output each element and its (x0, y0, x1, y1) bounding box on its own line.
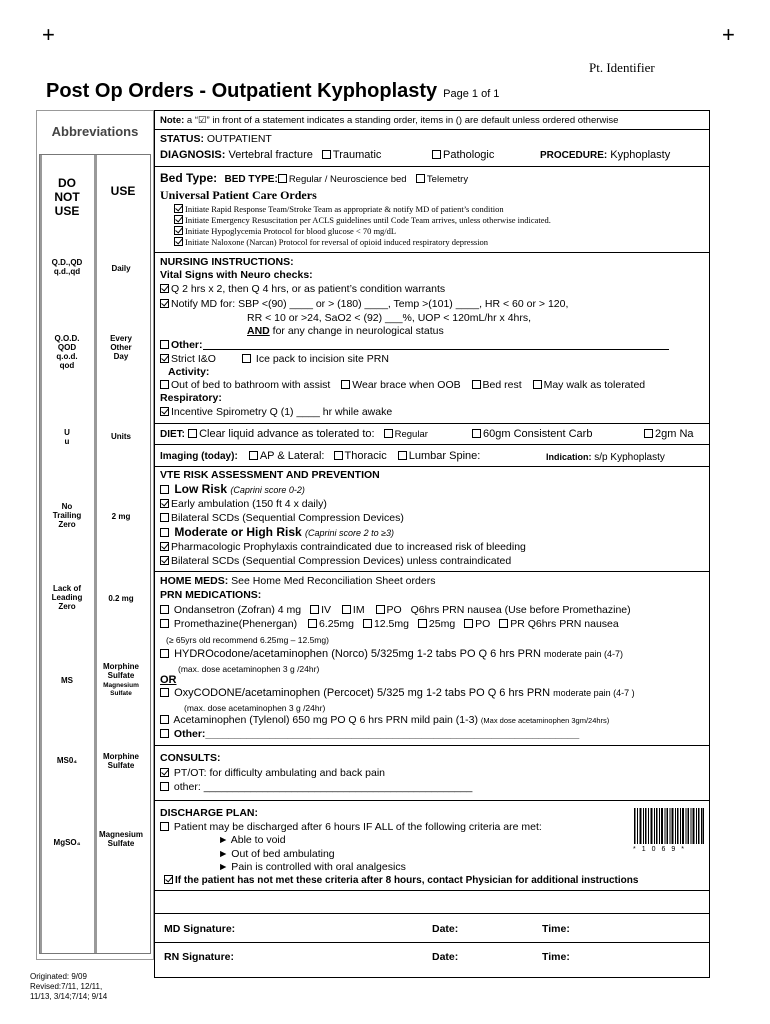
ice-pack: Ice pack to incision site PRN (242, 353, 389, 366)
respiratory-label: Respiratory: (160, 392, 222, 404)
abbr-good: Magnesium Sulfate (98, 830, 143, 848)
crop-mark: + (722, 22, 735, 47)
moderate-risk-checkbox[interactable] (160, 528, 169, 537)
pt-ot-checkbox[interactable] (160, 768, 169, 777)
diagnosis-line: DIAGNOSIS: Vertebral fracture Traumatic (160, 149, 382, 161)
do-not-use-header: DO NOT USE (54, 176, 80, 218)
oxycodone-checkbox[interactable] (160, 688, 169, 697)
abbr-good: Every Other Day (110, 334, 132, 361)
vte-title: VTE RISK ASSESSMENT AND PREVENTION (160, 469, 380, 481)
traumatic-checkbox[interactable] (322, 150, 331, 159)
criteria-pain: ► Pain is controlled with oral analgesics (218, 861, 406, 873)
prom-125-checkbox[interactable] (363, 619, 372, 628)
hydrocodone-checkbox[interactable] (160, 649, 169, 658)
barcode-icon (634, 808, 704, 844)
telemetry-checkbox[interactable] (416, 174, 425, 183)
vte-early: Early ambulation (150 ft 4 x daily) (160, 498, 327, 511)
crop-mark: + (42, 22, 55, 47)
abbr-good: Units (111, 432, 131, 441)
ap-lateral-checkbox[interactable] (249, 451, 258, 460)
incentive-checkbox[interactable] (160, 407, 169, 416)
oob-checkbox[interactable] (160, 380, 169, 389)
rn-date-label: Date: (432, 951, 459, 963)
abbr-bad: Lack of Leading Zero (51, 584, 83, 611)
consults-title: CONSULTS: (160, 752, 221, 764)
thoracic-checkbox[interactable] (334, 451, 343, 460)
abbr-good: Daily (111, 264, 131, 273)
abbreviations-title: Abbreviations (51, 124, 139, 139)
md-signature-label: MD Signature: (164, 923, 236, 935)
upco-item: Initiate Naloxone (Narcan) Protocol for reversal of opioid induced respiratory depression (174, 236, 488, 249)
meds-other-checkbox[interactable] (160, 729, 169, 738)
revision-footer: Originated: 9/09 Revised:7/11, 12/11, 11/13, 3/14;7/14; 9/14 (30, 972, 108, 1001)
upco-item: Initiate Emergency Resuscitation per ACLS guidelines until Code Team arrives, unless otherwise indicated. (174, 214, 551, 227)
acetaminophen: Acetaminophen (Tylenol) 650 mg PO Q 6 hrs PRN mild pain (1-3) (Max dose acetaminophen 3gm/24hrs) (160, 714, 609, 727)
brace-checkbox[interactable] (341, 380, 350, 389)
activity-label: Activity: (168, 366, 210, 378)
sodium-checkbox[interactable] (644, 429, 653, 438)
md-date-label: Date: (432, 923, 459, 935)
abbr-bad: Q.O.D. QOD q.o.d. qod (54, 334, 80, 370)
use-header: USE (110, 184, 136, 198)
regular-diet-checkbox[interactable] (384, 429, 393, 438)
promethazine: Promethazine(Phenergan) 6.25mg 12.5mg 25mg PO PR Q6hrs PRN nausea (160, 618, 619, 631)
md-time-label: Time: (542, 923, 570, 935)
consult-pt: PT/OT: for difficulty ambulating and back pain (160, 767, 385, 780)
discharge-line: Patient may be discharged after 6 hours IF ALL of the following criteria are met: (160, 821, 542, 834)
notify-md-2: RR < 10 or >24, SaO2 < (92) ___%, UOP < 120mL/hr x 4hrs, (247, 312, 532, 324)
status-line: STATUS: OUTPATIENT (160, 133, 272, 145)
vte-mod: Moderate or High Risk (Caprini score 2 to ≥3) (160, 526, 394, 540)
prom-25-checkbox[interactable] (418, 619, 427, 628)
ice-pack-checkbox[interactable] (242, 354, 251, 363)
strict-io-checkbox[interactable] (160, 354, 169, 363)
discharge-final: If the patient has not met these criteria after 8 hours, contact Physician for additional instructions (164, 874, 638, 887)
scd2-checkbox[interactable] (160, 556, 169, 565)
upco-title: Universal Patient Care Orders (160, 188, 317, 202)
notify-md: Notify MD for: SBP <(90) ____ or > (180) ____, Temp >(101) ____, HR < 60 or > 120, (160, 298, 568, 311)
consult-other-checkbox[interactable] (160, 782, 169, 791)
pharm-checkbox[interactable] (160, 542, 169, 551)
abbr-good: Morphine Sulfate (103, 752, 139, 770)
abbr-good: Morphine Sulfate (103, 662, 139, 680)
prom-note: (≥ 65yrs old recommend 6.25mg – 12.5mg) (166, 635, 329, 645)
vitals-checkbox[interactable] (160, 284, 169, 293)
bed-rest-checkbox[interactable] (472, 380, 481, 389)
prom-625-checkbox[interactable] (308, 619, 317, 628)
prom-pr-checkbox[interactable] (499, 619, 508, 628)
vitals-frequency: Q 2 hrs x 2, then Q 4 hrs, or as patient’s condition warrants (160, 283, 445, 296)
vte-low: Low Risk (Caprini score 0-2) (160, 483, 305, 497)
acetaminophen-checkbox[interactable] (160, 715, 169, 724)
patient-identifier-label: Pt. Identifier (589, 60, 655, 75)
abbr-bad: MS (61, 676, 73, 685)
abbr-bad: Q.D.,QD q.d.,qd (51, 258, 83, 276)
abbr-good: 2 mg (111, 512, 131, 521)
vte-pharm: Pharmacologic Prophylaxis contraindicated due to increased risk of bleeding (160, 541, 526, 554)
other-checkbox[interactable] (160, 340, 169, 349)
sodium-option: 2gm Na (644, 428, 694, 441)
final-checkbox[interactable] (164, 875, 173, 884)
oxycodone: OxyCODONE/acetaminophen (Percocet) 5/325 mg 1-2 tabs PO Q 6 hrs PRN moderate pain (4-7 ) (160, 687, 635, 700)
clear-liquid-checkbox[interactable] (188, 429, 197, 438)
strict-io: Strict I&O (160, 353, 216, 366)
hydrocodone: HYDROcodone/acetaminophen (Norco) 5/325mg 1-2 tabs PO Q 6 hrs PRN moderate pain (4-7) (160, 648, 623, 661)
criteria-oob: ► Out of bed ambulating (218, 848, 335, 860)
abbr-bad: No Trailing Zero (52, 502, 82, 529)
vte-scd: Bilateral SCDs (Sequential Compression Devices) (160, 512, 404, 525)
abbr-bad: MgSO₄ (53, 838, 81, 847)
lumbar-checkbox[interactable] (398, 451, 407, 460)
indication: Indication: s/p Kyphoplasty (546, 452, 665, 463)
vitals-title: Vital Signs with Neuro checks: (160, 269, 313, 281)
promethazine-checkbox[interactable] (160, 619, 169, 628)
diet-line: DIET: Clear liquid advance as tolerated to: Regular (160, 428, 428, 440)
regular-bed-checkbox[interactable] (278, 174, 287, 183)
hydro-max: (max. dose acetaminophen 3 g /24hr) (178, 664, 320, 674)
nursing-title: NURSING INSTRUCTIONS: (160, 256, 294, 268)
barcode-number: *1069* (633, 846, 691, 853)
consult-other: other: ______________________________________________ (160, 781, 472, 794)
ond-iv-checkbox[interactable] (310, 605, 319, 614)
prom-po-checkbox[interactable] (464, 619, 473, 628)
discharge-checkbox[interactable] (160, 822, 169, 831)
ondansetron: Ondansetron (Zofran) 4 mg IV IM PO Q6hrs PRN nausea (Use before Promethazine) (160, 604, 631, 617)
abbr-good: Magnesium Sulfate (103, 682, 139, 697)
notify-checkbox[interactable] (160, 299, 169, 308)
upco-item: Initiate Rapid Response Team/Stroke Team as appropriate & notify MD of patient’s condition (174, 203, 504, 216)
vte-scd2: Bilateral SCDs (Sequential Compression Devices) unless contraindicated (160, 555, 511, 568)
notify-md-3: AND for any change in neurological status (247, 325, 444, 337)
meds-other: Other:________________________________________________________________ (160, 728, 579, 741)
activity-options: Out of bed to bathroom with assist Wear brace when OOB Bed rest May walk as tolerated (160, 379, 645, 392)
or-label: OR (160, 674, 177, 686)
rn-signature-label: RN Signature: (164, 951, 235, 963)
oxy-max: (max. dose acetaminophen 3 g /24hr) (184, 703, 326, 713)
pathologic-option: Pathologic (432, 149, 494, 162)
prn-title: PRN MEDICATIONS: (160, 589, 262, 601)
procedure-line: PROCEDURE: Kyphoplasty (540, 149, 671, 161)
ond-po-checkbox[interactable] (376, 605, 385, 614)
ond-im-checkbox[interactable] (342, 605, 351, 614)
abbr-bad: MS0₄ (56, 756, 78, 765)
home-meds: HOME MEDS: See Home Med Reconciliation Sheet orders (160, 575, 436, 587)
discharge-title: DISCHARGE PLAN: (160, 807, 259, 819)
bed-type-line: Bed Type: BED TYPE: Regular / Neuroscience bed Telemetry (160, 171, 469, 185)
pathologic-checkbox[interactable] (432, 150, 441, 159)
abbr-bad: U u (64, 428, 70, 446)
rn-time-label: Time: (542, 951, 570, 963)
incentive-spirometry: Incentive Spirometry Q (1) ____ hr while awake (160, 406, 392, 419)
early-ambulation-checkbox[interactable] (160, 499, 169, 508)
page-title: Post Op Orders - Outpatient Kyphoplasty Page 1 of 1 (46, 80, 500, 102)
page-number: Page 1 of 1 (443, 88, 500, 100)
carb-checkbox[interactable] (472, 429, 481, 438)
low-risk-checkbox[interactable] (160, 485, 169, 494)
other-write-line[interactable] (203, 349, 669, 350)
criteria-void: ► Able to void (218, 834, 286, 846)
carb-option: 60gm Consistent Carb (472, 428, 592, 441)
scd-checkbox[interactable] (160, 513, 169, 522)
abbr-good: 0.2 mg (108, 594, 134, 603)
upco-item: Initiate Hypoglycemia Protocol for blood glucose < 70 mg/dL (174, 225, 396, 238)
imaging-line: Imaging (today): AP & Lateral: Thoracic Lumbar Spine: (160, 450, 481, 462)
nursing-other: Other: (160, 339, 203, 352)
ondansetron-checkbox[interactable] (160, 605, 169, 614)
note-line: Note: a “☑” in front of a statement indicates a standing order, items in () are default unless ordered otherwise (160, 115, 619, 126)
walk-checkbox[interactable] (533, 380, 542, 389)
